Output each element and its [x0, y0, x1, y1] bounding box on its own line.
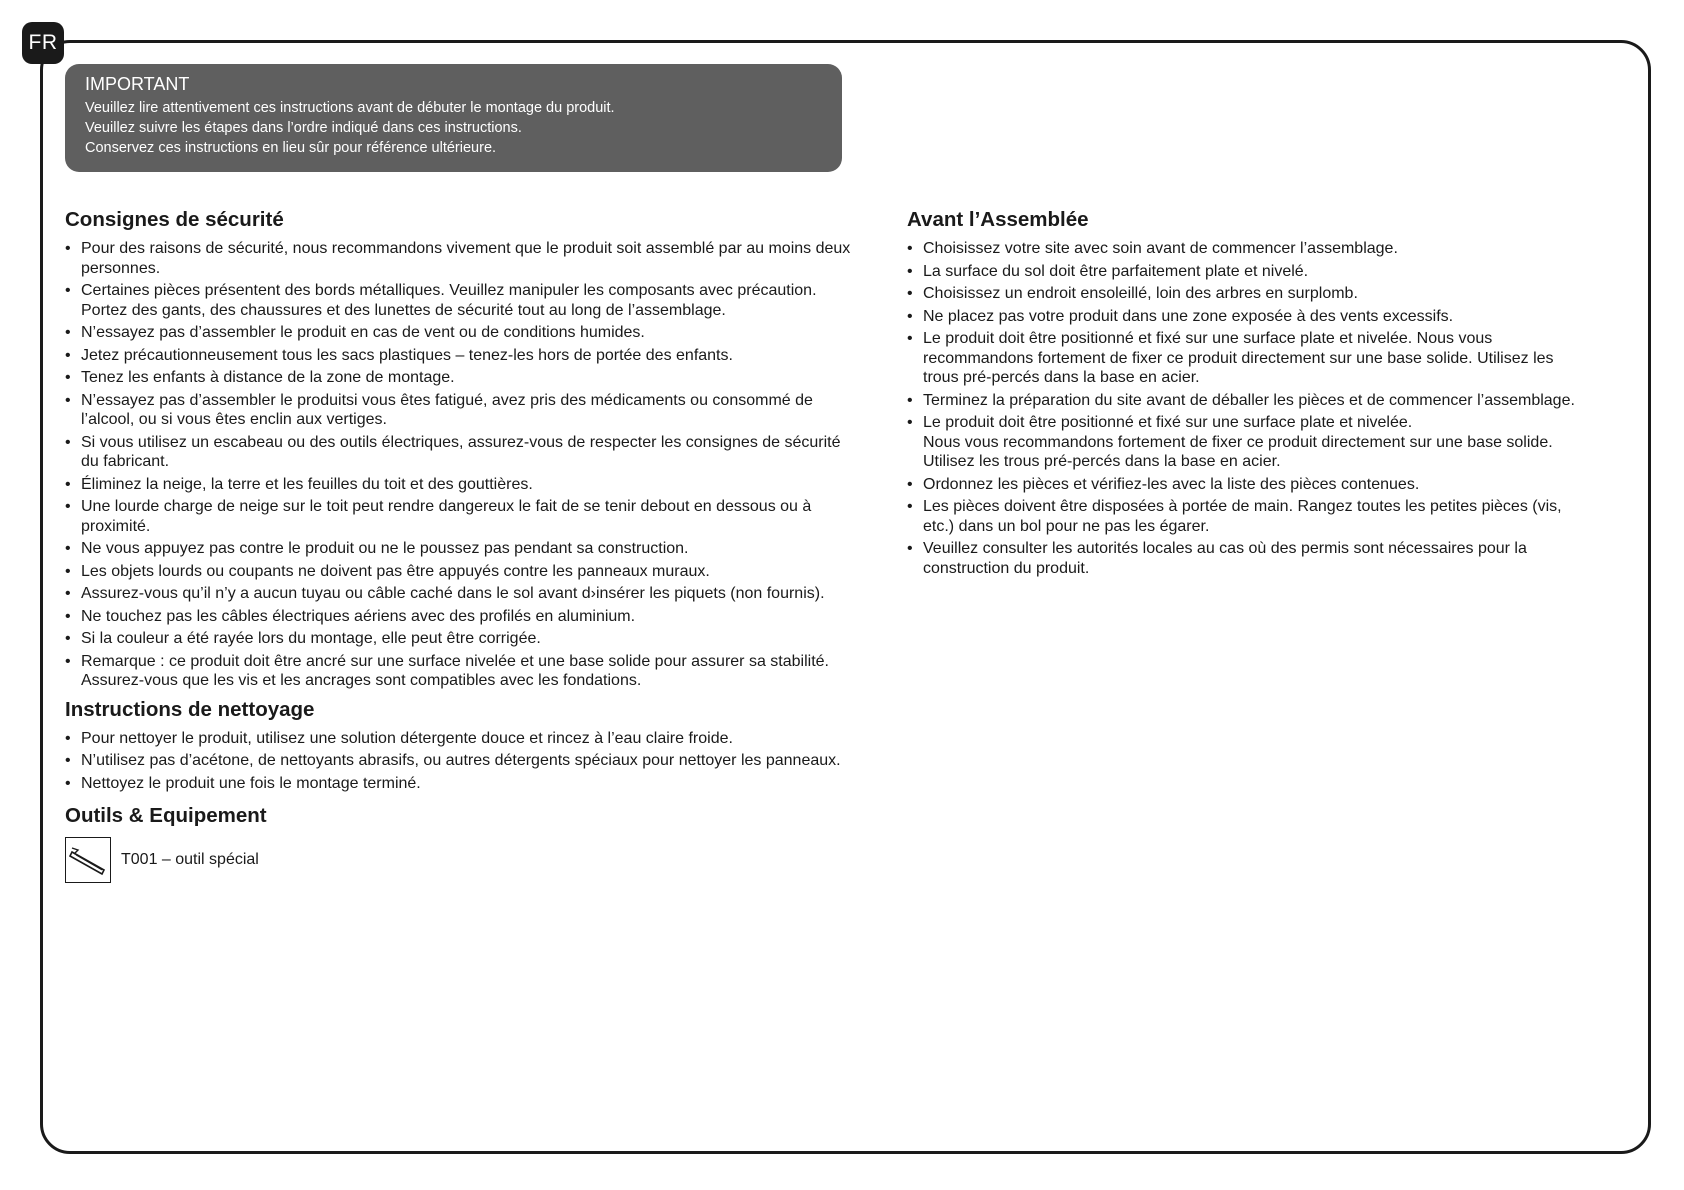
list-item: • Ordonnez les pièces et vérifiez-les avec la liste des pièces contenues. — [907, 475, 1420, 493]
right-column — [907, 207, 1587, 584]
list-item: • N’utilisez pas d’acétone, de nettoyants abrasifs, ou autres détergents spéciaux pour nettoyer les panneaux. — [65, 752, 841, 769]
tool-item — [65, 837, 855, 883]
tool-label: T001 – outil spécial — [121, 851, 259, 868]
list-item: • Ne touchez pas les câbles électriques aériens avec des profilés en aluminium. — [65, 607, 636, 625]
list-item: • Choisissez votre site avec soin avant de commencer l’assemblage. — [907, 240, 1398, 257]
list-item: • Si vous utilisez un escabeau ou des outils électriques, assurez-vous de respecter les consignes de sécurité du fabricant. — [65, 433, 841, 470]
list-item: • Ne placez pas votre produit dans une zone exposée à des vents excessifs. — [907, 307, 1454, 325]
important-line: Veuillez lire attentivement ces instructions avant de débuter le montage du produit. — [85, 100, 615, 116]
list-item: • Remarque : ce produit doit être ancré sur une surface nivelée et une base solide pour assurer sa stabilité. Assurez-vous que les vis et les ancrages sont compatibles avec les fondations. — [65, 652, 855, 691]
list-item: • Ne vous appuyez pas contre le produit ou ne le poussez pas pendant sa construction. — [65, 540, 689, 557]
list-item: • Pour nettoyer le produit, utilisez une solution détergente douce et rincez à l’eau claire froide. — [65, 729, 733, 747]
safety-list — [65, 239, 855, 691]
list-item: • Tenez les enfants à distance de la zone de montage. — [65, 369, 455, 386]
list-item: • Le produit doit être positionné et fixé sur une surface plate et nivelée. Nous vous recommandons fortement de fixer ce produit directement sur une base solide. Utilisez les trous pré-percés dans la base en acier. — [907, 413, 1587, 472]
cleaning-title: Instructions de nettoyage — [65, 697, 315, 721]
list-item: • Certaines pièces présentent des bords métalliques. Veuillez manipuler les composants avec précaution. Portez des gants, des chaussures et des lunettes de sécurité tout au long de l’assemblage. — [65, 282, 817, 319]
list-item: • La surface du sol doit être parfaitement plate et nivelé. — [907, 262, 1309, 280]
left-column — [65, 207, 855, 883]
before-assembly-list — [907, 239, 1587, 578]
list-item-note: Nous vous recommandons fortement de fixer ce produit directement sur une base solide. Utilisez les trous pré-percés dans la base en acier. — [923, 433, 1553, 470]
list-item: • Choisissez un endroit ensoleillé, loin des arbres en surplomb. — [907, 285, 1358, 302]
list-item: • Éliminez la neige, la terre et les feuilles du toit et des gouttières. — [65, 475, 533, 493]
tool-bar-icon — [65, 837, 111, 883]
important-title: IMPORTANT — [85, 74, 190, 94]
important-notice — [65, 64, 842, 172]
important-line: Veuillez suivre les étapes dans l’ordre indiqué dans ces instructions. — [85, 120, 522, 136]
tools-title: Outils & Equipement — [65, 804, 267, 827]
safety-title: Consignes de sécurité — [65, 208, 284, 231]
list-item: • Les pièces doivent être disposées à portée de main. Rangez toutes les petites pièces (vis, etc.) dans un bol pour ne pas les égarer. — [907, 498, 1562, 535]
list-item: • Le produit doit être positionné et fixé sur une surface plate et nivelée. Nous vous recommandons fortement de fixer ce produit directement sur une base solide. Utilisez les trous pré-percés dans la base en acier. — [907, 330, 1554, 386]
list-item: • Une lourde charge de neige sur le toit peut rendre dangereux le fait de se tenir debout en dessous ou à proximité. — [65, 498, 812, 535]
list-item: • N’essayez pas d’assembler le produit en cas de vent ou de conditions humides. — [65, 324, 645, 341]
list-item-note: Assurez-vous que les vis et les ancrages sont compatibles avec les fondations. — [81, 672, 642, 689]
list-item: • Assurez-vous qu’il n’y a aucun tuyau ou câble caché dans le sol avant d›insérer les piquets (non fournis). — [65, 585, 825, 602]
list-item: • Veuillez consulter les autorités locales au cas où des permis sont nécessaires pour la construction du produit. — [907, 540, 1527, 577]
list-item: • Nettoyez le produit une fois le montage terminé. — [65, 774, 421, 792]
list-item: • N’essayez pas d’assembler le produitsi vous êtes fatigué, avez pris des médicaments ou consommé de l’alcool, ou si vous êtes enclin aux vertiges. — [65, 391, 813, 428]
language-tab: FR — [22, 22, 64, 64]
important-line: Conservez ces instructions en lieu sûr pour référence ultérieure. — [85, 140, 497, 156]
list-item: • Si la couleur a été rayée lors du montage, elle peut être corrigée. — [65, 630, 541, 647]
tools-section — [65, 803, 855, 883]
list-item: • Jetez précautionneusement tous les sacs plastiques – tenez-les hors de portée des enfants. — [65, 346, 733, 364]
before-assembly-title: Avant l’Assemblée — [907, 208, 1089, 231]
list-item: • Terminez la préparation du site avant de déballer les pièces et de commencer l’assemblage. — [907, 391, 1575, 409]
list-item: • Pour des raisons de sécurité, nous recommandons vivement que le produit soit assemblé par au moins deux personnes. — [65, 240, 851, 277]
cleaning-list — [65, 729, 855, 794]
list-item: • Les objets lourds ou coupants ne doivent pas être appuyés contre les panneaux muraux. — [65, 562, 710, 580]
